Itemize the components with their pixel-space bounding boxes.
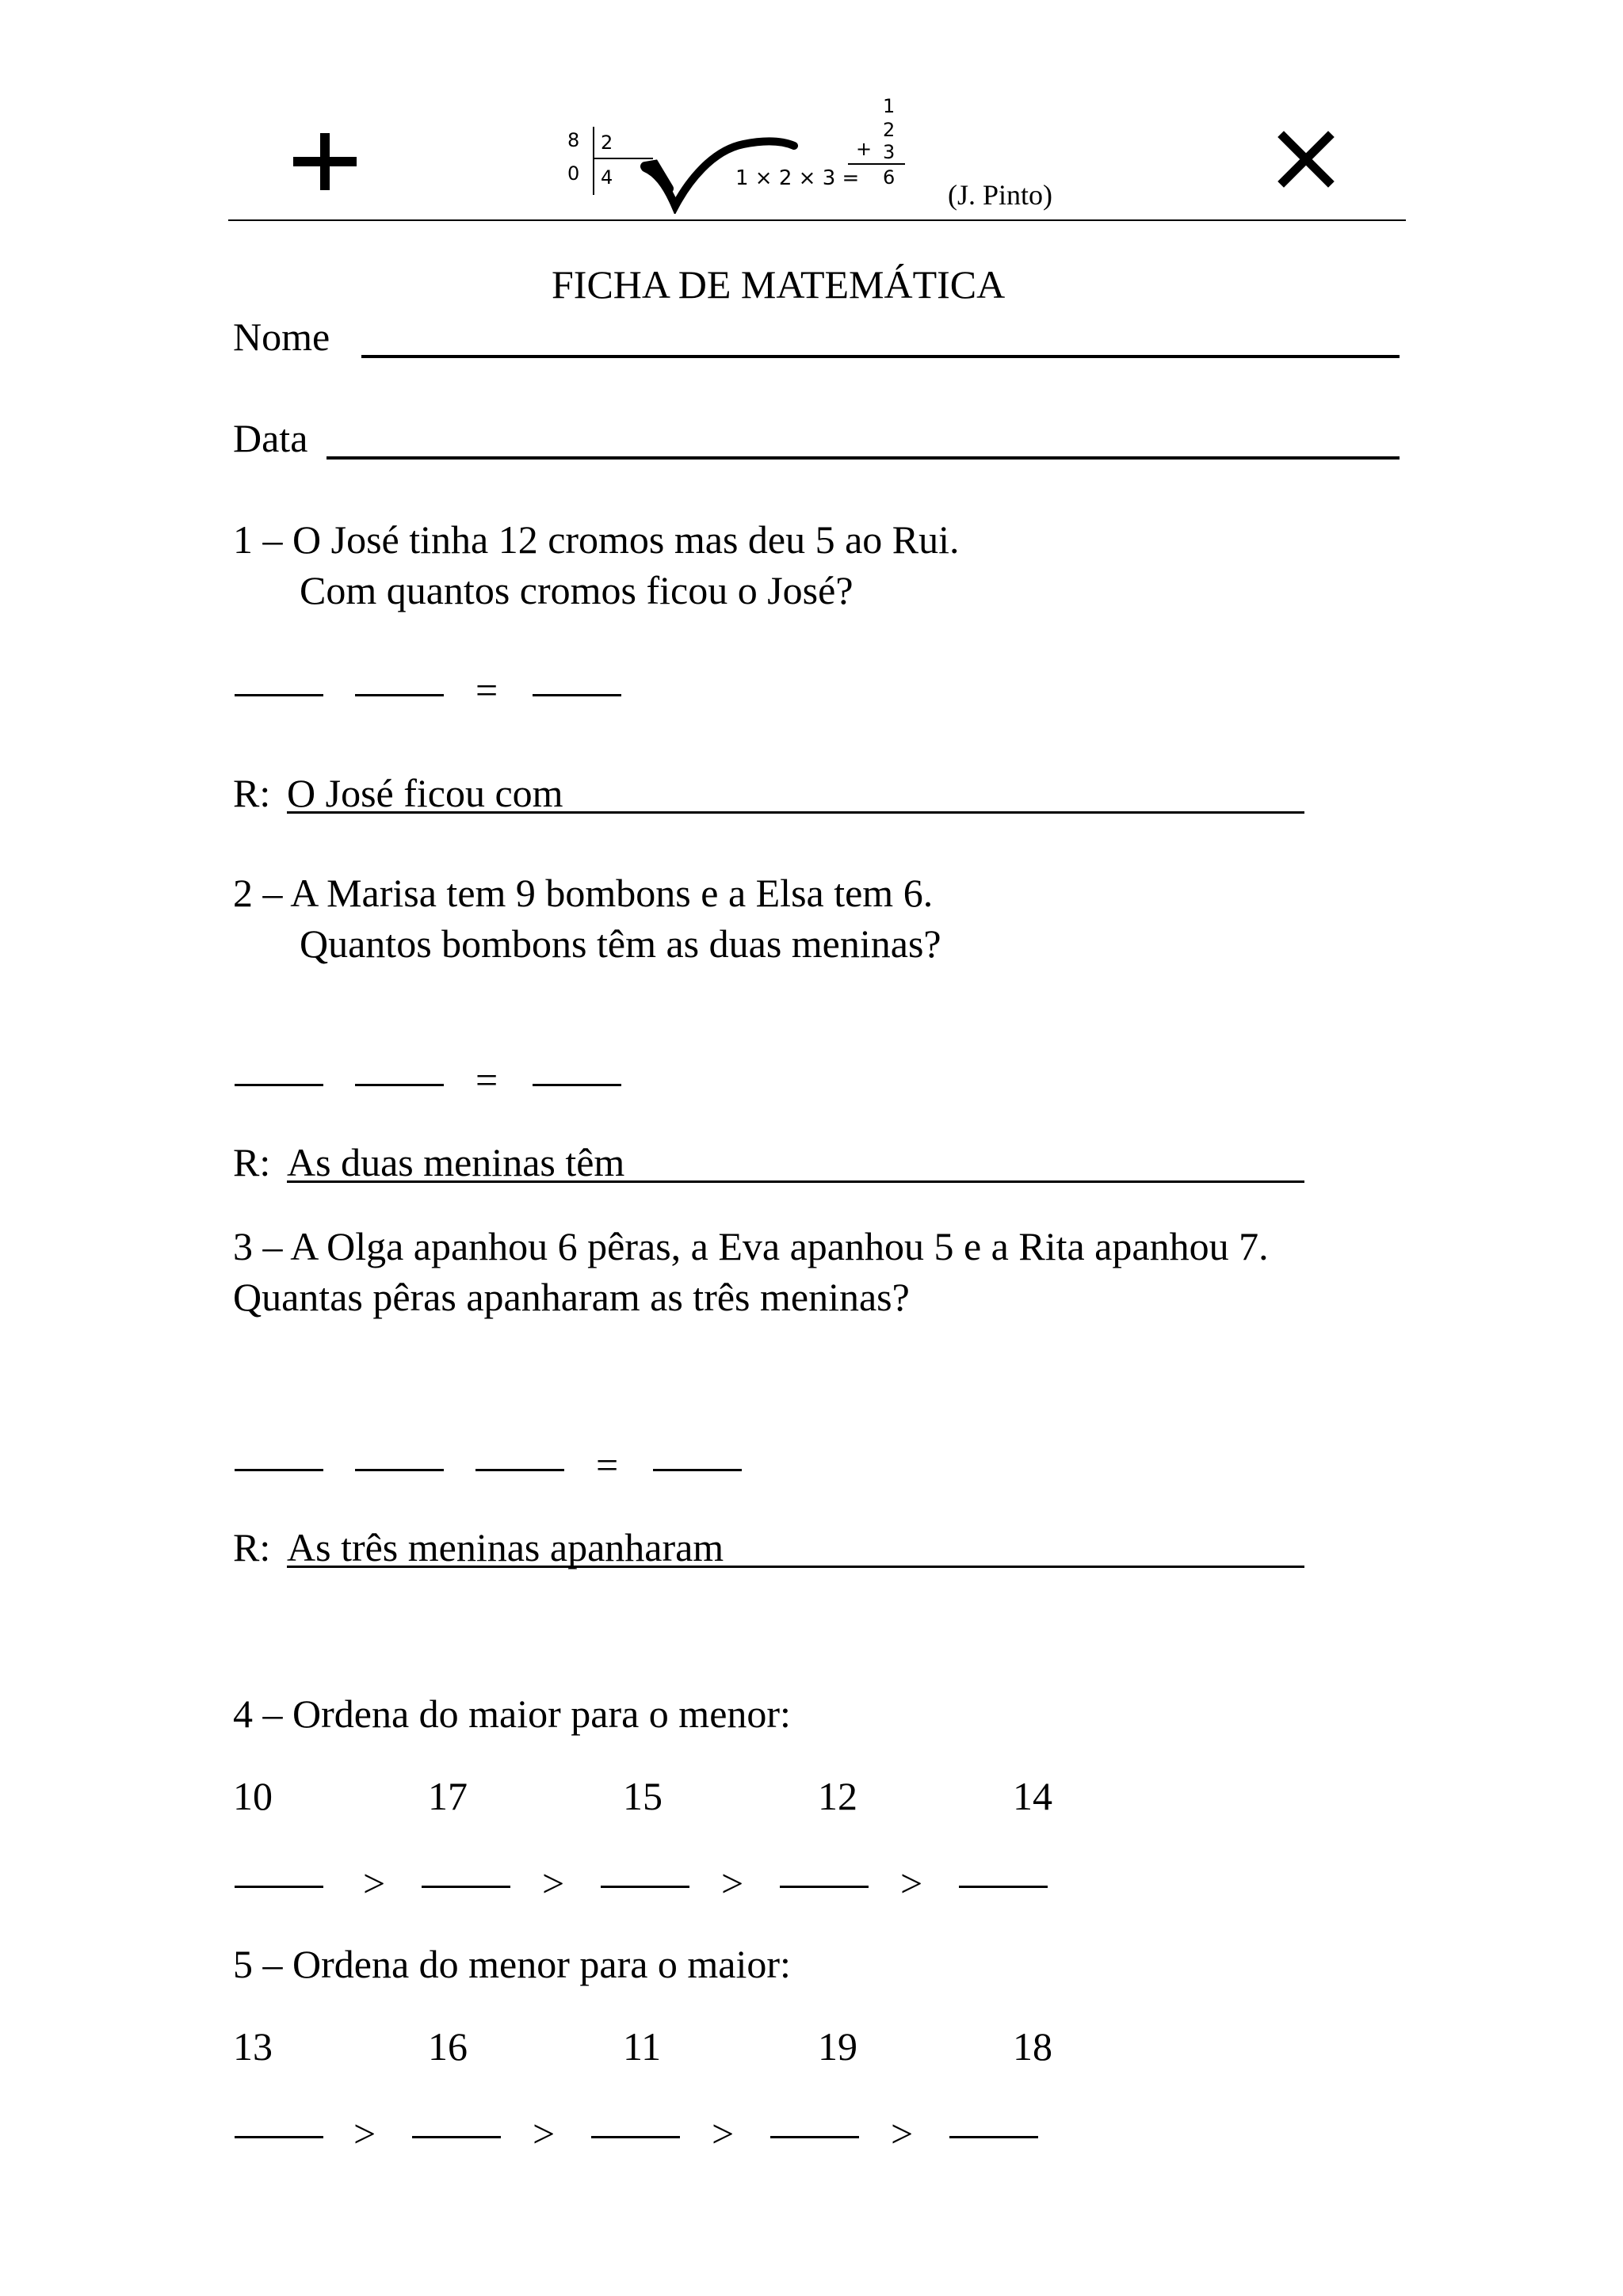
q1-answer-text: O José ficou com — [287, 771, 563, 815]
q4-blank[interactable] — [780, 1886, 869, 1888]
q5-blank[interactable] — [591, 2136, 680, 2138]
q2-blank-2[interactable] — [355, 1084, 444, 1086]
multiply-icon — [1277, 131, 1335, 188]
q4-number: 15 — [623, 1774, 663, 1818]
q2-answer-line[interactable] — [287, 1180, 1304, 1183]
q5-blank[interactable] — [770, 2136, 859, 2138]
q5-symbol: > — [891, 2111, 914, 2156]
q3-answer-line[interactable] — [287, 1566, 1304, 1568]
q1-answer-line[interactable] — [287, 811, 1304, 814]
q3-blank-1[interactable] — [235, 1469, 323, 1471]
q2-answer-prefix: R: — [233, 1140, 271, 1184]
q5-number: 11 — [623, 2024, 662, 2069]
q2-answer-text: As duas meninas têm — [287, 1140, 625, 1184]
q3-blank-3[interactable] — [475, 1469, 564, 1471]
q5-symbol: > — [533, 2111, 556, 2156]
header-rule — [228, 219, 1406, 221]
q2-blank-1[interactable] — [235, 1084, 323, 1086]
addition-operand-1: 1 — [883, 95, 896, 117]
q4-symbol: > — [363, 1861, 386, 1905]
q2-equals: = — [475, 1058, 498, 1102]
name-label: Nome — [233, 315, 330, 359]
q4-symbol: > — [721, 1861, 744, 1905]
q3-answer-text: As três meninas apanharam — [287, 1525, 724, 1569]
q5-number: 18 — [1013, 2024, 1052, 2069]
multiplication-sketch: 1 × 2 × 3 = — [735, 166, 860, 190]
q1-text-line2: Com quantos cromos ficou o José? — [300, 568, 854, 612]
q1-blank-2[interactable] — [355, 694, 444, 696]
q4-blank[interactable] — [601, 1886, 689, 1888]
q3-blank-result[interactable] — [653, 1469, 742, 1471]
date-label: Data — [233, 416, 308, 460]
q5-title: 5 – Ordena do menor para o maior: — [233, 1942, 791, 1986]
q5-symbol: > — [353, 2111, 376, 2156]
q5-number: 19 — [818, 2024, 857, 2069]
q1-blank-1[interactable] — [235, 694, 323, 696]
division-divisor: 2 — [601, 132, 613, 154]
q2-text-line1: 2 – A Marisa tem 9 bombons e a Elsa tem 6. — [233, 871, 934, 915]
q5-blank[interactable] — [235, 2136, 323, 2138]
q3-text-line1: 3 – A Olga apanhou 6 pêras, a Eva apanhou 5 e a Rita apanhou 7. — [233, 1224, 1269, 1268]
author-credit: (J. Pinto) — [948, 179, 1053, 211]
addition-operand-2: 2 — [883, 119, 896, 141]
q4-blank[interactable] — [235, 1886, 323, 1888]
q4-title: 4 – Ordena do maior para o menor: — [233, 1691, 791, 1736]
division-quotient: 4 — [601, 166, 613, 189]
q3-text-line2: Quantas pêras apanharam as três meninas? — [233, 1275, 910, 1319]
q4-blank[interactable] — [959, 1886, 1048, 1888]
addition-result: 6 — [883, 166, 896, 189]
q3-blank-2[interactable] — [355, 1469, 444, 1471]
q5-number: 16 — [428, 2024, 468, 2069]
q5-blank[interactable] — [412, 2136, 501, 2138]
q5-symbol: > — [712, 2111, 735, 2156]
division-dividend-top: 8 — [567, 129, 580, 151]
page-title: FICHA DE MATEMÁTICA — [552, 262, 1006, 307]
q4-symbol: > — [542, 1861, 565, 1905]
division-dividend-bottom: 0 — [567, 162, 580, 185]
q5-blank[interactable] — [949, 2136, 1038, 2138]
q1-answer-prefix: R: — [233, 771, 271, 815]
q1-blank-result[interactable] — [533, 694, 621, 696]
date-field[interactable] — [327, 456, 1400, 460]
q1-text-line1: 1 – O José tinha 12 cromos mas deu 5 ao Rui. — [233, 517, 960, 562]
q1-equals: = — [475, 668, 498, 712]
q2-text-line2: Quantos bombons têm as duas meninas? — [300, 921, 941, 966]
name-field[interactable] — [361, 355, 1400, 358]
q4-number: 14 — [1013, 1774, 1052, 1818]
addition-operand-3: 3 — [883, 141, 896, 163]
q4-number: 12 — [818, 1774, 857, 1818]
q3-equals: = — [596, 1443, 619, 1487]
plus-icon — [293, 133, 357, 189]
q4-blank[interactable] — [422, 1886, 510, 1888]
q4-symbol: > — [900, 1861, 923, 1905]
q2-blank-result[interactable] — [533, 1084, 621, 1086]
q3-answer-prefix: R: — [233, 1525, 271, 1569]
q4-number: 17 — [428, 1774, 468, 1818]
addition-plus: + — [856, 138, 873, 160]
q4-number: 10 — [233, 1774, 273, 1818]
q5-number: 13 — [233, 2024, 273, 2069]
